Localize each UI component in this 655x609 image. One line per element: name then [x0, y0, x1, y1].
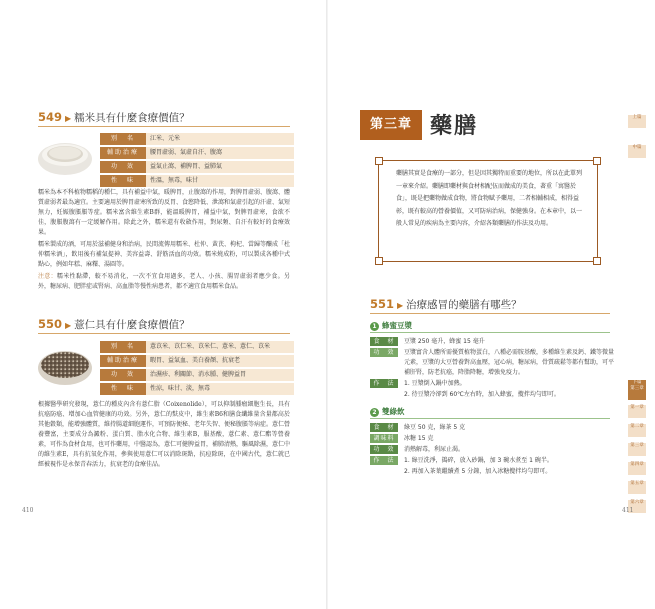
recipe-2-table	[370, 423, 615, 479]
recipe-1-table	[370, 337, 615, 401]
info-table-550	[100, 339, 294, 397]
recipe-row	[370, 379, 466, 388]
info-row	[100, 383, 294, 395]
recipe-row	[404, 390, 560, 399]
recipe-row	[404, 467, 551, 476]
page-number-right: 411	[622, 507, 634, 514]
info-table-549	[100, 131, 294, 189]
info-key: 輔助治療	[100, 355, 146, 367]
recipe-key: 作 法	[370, 379, 398, 388]
chapter-intro-text: 藥膳其實是食療的一部分，但是因其獨特而重要的地位，所以在此單列一章來介紹。藥膳即藥材與食材相配伍而做成的美食，著重「寓醫於食」，既是把藥物做成食物，將食物賦予藥用，二者相輔相成，相得益彰，既有較高的營養價值，又可防病治病，保健強身。在本章中，以一般人常見的疾病為主要內容，介紹各類藥膳的作法及功用。	[396, 170, 583, 227]
note-label: 注意：	[38, 273, 57, 280]
question-550-title	[38, 317, 190, 332]
recipe-value: 2. 再加入茶葉繼續煮 5 分鐘，加入冰糖攪拌均勻即可。	[404, 468, 552, 475]
info-value: 腰胃虛弱、氣虛自汗、腹瀉	[146, 147, 294, 159]
info-value: 江米、元米	[146, 133, 294, 145]
info-key: 功 效	[100, 369, 146, 381]
q550-body	[38, 400, 290, 470]
question-551-title	[370, 297, 522, 312]
rice-bowl-image	[36, 137, 94, 179]
question-text: 治療感冒的藥膳有哪些？	[406, 299, 522, 311]
recipe-number-icon: 1	[370, 322, 379, 331]
recipe-row	[404, 368, 524, 377]
info-row	[100, 175, 294, 187]
frame-corner	[593, 257, 601, 265]
side-tab: 第六章	[628, 500, 646, 513]
recipe-key: 功 效	[370, 445, 398, 454]
question-text: 糯米具有什麼食療價值？	[74, 112, 190, 124]
question-number: 549	[38, 110, 63, 124]
info-key: 輔助治療	[100, 147, 146, 159]
triangle-icon: ▶	[65, 321, 72, 330]
chapter-title: 藥膳	[430, 114, 479, 139]
info-row	[100, 147, 294, 159]
recipe-key: 食 材	[370, 337, 398, 346]
recipe-row	[370, 337, 485, 346]
info-value: 益氣止瀉、補脾胃、益肺氣	[146, 161, 294, 173]
chapter-label: 第三章	[360, 110, 422, 140]
info-value: 治濕疹、利關節、消水腫、健脾益胃	[146, 369, 294, 381]
title-underline	[38, 126, 290, 127]
info-key: 功 效	[100, 161, 146, 173]
side-tab: 第一章	[628, 405, 646, 418]
triangle-icon: ▶	[65, 114, 72, 123]
recipe-name: 蜂蜜豆漿	[382, 321, 412, 330]
side-tab: 第三章	[628, 443, 646, 456]
recipe-value: 2. 待豆漿冷卻到 60℃左右時，加入蜂蜜，攪拌均勻即可。	[404, 391, 560, 398]
recipe-value: 消熱解毒，利尿止渴。	[404, 446, 465, 453]
note-text: 糯米性黏滯，較不易消化，一次不宜食用過多，老人、小孩、腸胃虛弱者應少食。另外，糖尿病、肥胖症或腎病、高血脂等慢性病患者，都不適宜食用糯米食品。	[38, 273, 290, 290]
side-tab: 上篇	[628, 115, 646, 128]
paragraph: 根據醫學研究發現，薏仁的種皮內含有薏仁脂（Coixenolide），可以抑制腫瘤細胞生長，具有抗癌防癌、增加心血管健康的功效。另外，薏仁的麩皮中，維生素B6和膳食纖維量含量都高於其他穀類，能增強體質，維持腸道細胞運作，可預防便秘、老年失智、便秘腹脹等病症。薏仁營養豐富，主要成分為澱粉、蛋白質、脂水化合物、維生素B，服基酸，薏仁素、薏仁酯等營養素，可作為食材食用，也可作藥用，中醫認為，薏仁可健脾益胃，補肺清熱，驅風除濕，薏仁中的維生素E，具有抗氧化作用，參與使用薏仁可以消除斑點，抗痘除斑，在中國古代，薏仁就已經被視作是永保青春活力，抗衰老的食療佳品。	[38, 401, 291, 468]
info-row	[100, 161, 294, 173]
recipe-row	[370, 348, 614, 357]
recipe-row	[404, 358, 614, 367]
title-underline	[370, 313, 610, 314]
q549-body	[38, 188, 290, 292]
recipe-key: 作 法	[370, 456, 398, 465]
recipe-value: 冰糖 15 克	[404, 435, 434, 442]
note-paragraph	[38, 272, 290, 292]
recipe-underline	[370, 418, 610, 419]
info-value: 性涼，味甘、淡，無毒	[146, 383, 294, 395]
question-text: 薏仁具有什麼食療價值？	[74, 319, 190, 331]
recipe-value: 補肝腎，防老抗癌，降脂降糖，增強免疫力。	[404, 369, 525, 376]
recipe-key: 功 效	[370, 348, 398, 357]
question-549-title	[38, 110, 190, 125]
info-row	[100, 341, 294, 353]
question-number: 550	[38, 317, 63, 331]
side-tab: 第四章	[628, 462, 646, 475]
info-row	[100, 369, 294, 381]
recipe-value: 豆漿 250 毫升，蜂蜜 15 毫升	[404, 338, 485, 345]
recipe-value: 1. 綠豆洗淨，搗碎，放入砂鍋，加 3 碗水煮至 1 碗半。	[404, 457, 553, 464]
side-tab-active: 下篇 第三章	[628, 380, 646, 400]
info-value: 暇胃、益氣血、美白養顏、抗衰老	[146, 355, 294, 367]
recipe-row	[370, 423, 465, 432]
recipe-value: 1. 豆漿倒入鍋中加熱。	[404, 380, 466, 387]
info-key: 別 名	[100, 133, 146, 145]
recipe-row	[370, 434, 433, 443]
info-row	[100, 355, 294, 367]
recipe-number-icon: 2	[370, 408, 379, 417]
job-tears-bowl-image	[36, 344, 94, 388]
frame-corner	[375, 157, 383, 165]
recipe-row	[370, 445, 464, 454]
left-page	[0, 0, 327, 609]
recipe-value: 綠豆 50 克，綠茶 5 克	[404, 424, 466, 431]
paragraph: 糯米製成的酒，可用於滋補健身和治病，民間流傳用糯米、杜仲、黃芪、枸杞、當歸等釀成「杜仲糯米酒」，飲用後有補氣提神、美容益壽、舒筋活血的功效。糯米燒成粉，可以製成各種中式點心，例如年糕、麻糬、湯圓等。	[38, 241, 291, 268]
recipe-value: 豆漿富含人體所需優質植物蛋白，八種必需胺基酸，多種維生素及鈣、鐵等微量	[404, 349, 615, 356]
recipe-row	[370, 456, 553, 465]
info-value: 性溫，無毒，味甘	[146, 175, 294, 187]
title-underline	[38, 333, 290, 334]
info-key: 別 名	[100, 341, 146, 353]
info-key: 性 味	[100, 383, 146, 395]
frame-corner	[375, 257, 383, 265]
info-value: 薏苡米、苡仁米、苡米仁、薏米、薏仁、苡米	[146, 341, 294, 353]
recipe-name: 雙綠飲	[382, 407, 405, 416]
side-tab: 第五章	[628, 481, 646, 494]
side-tab: 第二章	[628, 424, 646, 437]
recipe-key: 調味料	[370, 434, 398, 443]
triangle-icon: ▶	[397, 301, 404, 310]
recipe-key: 食 材	[370, 423, 398, 432]
side-tab: 中篇	[628, 145, 646, 158]
frame-corner	[593, 157, 601, 165]
recipe-1-heading	[370, 320, 412, 331]
recipe-value: 元素，豆漿的大豆營養對高血壓，冠心病，糖尿病，骨質疏鬆等都有幫助，可平	[404, 359, 615, 366]
page-number-left: 410	[22, 507, 34, 514]
recipe-underline	[370, 332, 610, 333]
question-number: 551	[370, 297, 395, 311]
info-key: 性 味	[100, 175, 146, 187]
paragraph: 糯米為本不科植物糯稻的種仁，具有補益中氣，暖脾胃，止腹瀉的作用，對脾胃虛弱、腹瀉、體質虛弱者最為適宜。主要適用於脾胃虛寒所致的反胃、食慾降低、泄瀉和氣虛引起的汗虛、氣短無力，妊娠腹脹脹等症。糯米富含維生素B群，能溫暖脾胃，補益中氣，對脾胃虛寒，食欲不佳，腹脹腹瀉有一定緩解作用。除此之外，糯米還有收斂作用，對尿頻、自汗有較好的食療效果。	[38, 189, 291, 236]
info-row	[100, 133, 294, 145]
recipe-2-heading	[370, 406, 405, 417]
